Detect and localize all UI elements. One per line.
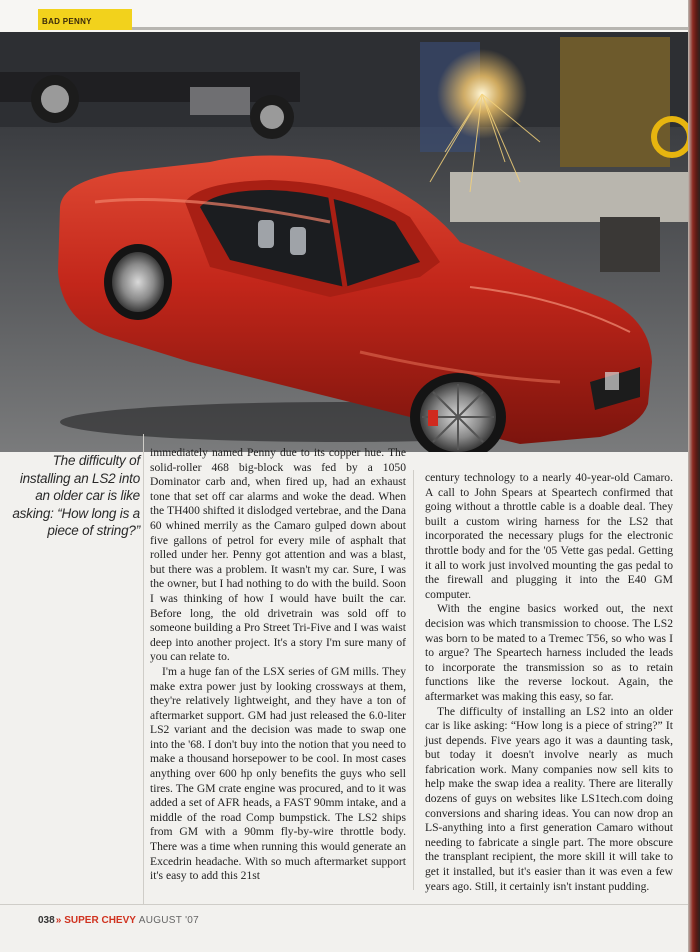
article-column-2 xyxy=(425,471,673,894)
page-number: 038 xyxy=(38,915,55,926)
header-rule xyxy=(132,27,688,30)
page-spine xyxy=(688,0,700,952)
pull-quote: The difficulty of installing an LS2 into an older car is like asking: “How long is a piece of string?” xyxy=(12,453,140,538)
hero-photo-camaro xyxy=(0,32,688,452)
footer-rule xyxy=(0,904,688,905)
chevron-right-icon: » xyxy=(55,915,62,926)
camaro-illustration xyxy=(0,32,688,452)
article-paragraph: century technology to a nearly 40-year-old Camaro. A call to John Spears at Speartech confirmed that going without a throttle cable is a doable deal. They built a custom wiring harness for the LS2 that incorporated the necessary plugs for the electronic throttle body and for the '05 Vette gas pedal. Getting it all to work just involved mounting the gas pedal to the firewall and plugging it into the E40 GM computer. xyxy=(425,471,673,601)
column-rule xyxy=(143,434,144,904)
article-paragraph: The difficulty of installing an LS2 into an older car is like asking: “How long is a piece of string?” It just depends. Five years ago it was a daunting task, but today it doesn't involve nearly as much fabrication work. Many companies now sell kits to help make the swap idea a reality. There are literally dozens of guys on websites like LS1tech.com doing conversions and sharing ideas. You can now drop an LS-anything into a first generation Camaro without needing to fabricate a single part. The more obscure the transplant recipient, the more skill it will take to get it installed, but it's easier than it was even a few years ago. Still, it certainly isn't instant pudding. xyxy=(425,704,673,893)
issue-date: AUGUST '07 xyxy=(138,915,200,926)
section-tag: BAD PENNY xyxy=(38,9,132,30)
page-footer xyxy=(38,915,199,926)
article-column-1 xyxy=(150,446,406,884)
magazine-name: SUPER CHEVY xyxy=(64,915,136,926)
column-rule xyxy=(413,470,414,890)
article-paragraph: I'm a huge fan of the LSX series of GM mills. They make extra power just by looking crossways at them, they're relatively lightweight, and they have a ton of aftermarket support. GM had just released the 6.0-liter LS2 variant and the decision was made to swap one into the '68. I don't buy into the notion that you need to make a thousand horsepower to be cool. In most cases anything over 600 hp only benefits the guys who sell tires. The GM crate engine was procured, and to it was added a set of AFR heads, a FAST 90mm intake, and a middle of the road Comp bumpstick. The LS2 ships from GM with a 90mm fly-by-wire throttle body. There was a time when running this would generate an Excedrin headache. With so much aftermarket support it's easy to add this 21st xyxy=(150,664,406,883)
article-paragraph: immediately named Penny due to its copper hue. The solid-roller 468 big-block was fed by a 1050 Dominator carb and, when fired up, had an exhaust tone that set off car alarms and woke the dead. When the TH400 shifted it dislodged vertebrae, and the Dana 60 whined merrily as the Camaro gulped down about five gallons of petrol for every mile of asphalt that rolled under her. Penny got attention and was a blast, but there was a problem. It wasn't my car. Sure, I was the owner, but I had nothing to do with the build. Soon I was thinking of how I would have built the car. Before long, the old drivetrain was sold off to someone building a Pro Street Tri-Five and I was waist deep into another project. It's a story I'm sure many of you can relate to. xyxy=(150,446,406,664)
article-paragraph: With the engine basics worked out, the next decision was which transmission to choose. The LS2 was born to be mated to a Tremec T56, so who was I to argue? The Speartech harness included the leads to incorporate the transmission so as to retain functions like the reverse lockout. Again, the aftermarket was making this easy, so far. xyxy=(425,602,673,703)
page-header xyxy=(0,0,688,32)
